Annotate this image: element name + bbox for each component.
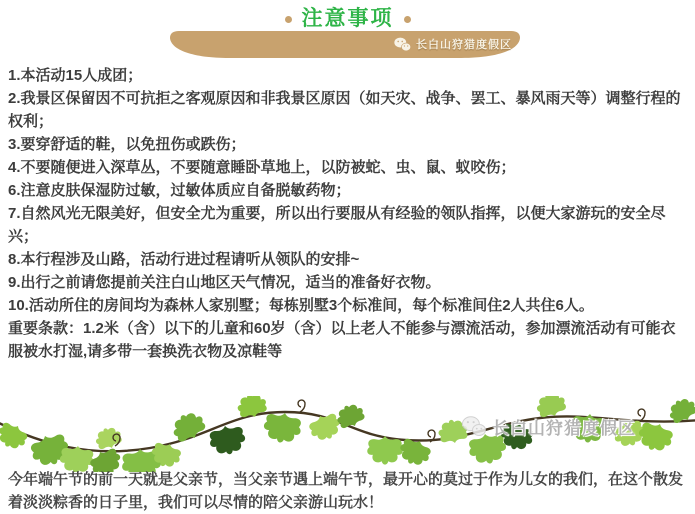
notice-item: 10.活动所住的房间均为森林人家别墅；每栋别墅3个标准间，每个标准间住2人共住6人。	[8, 297, 594, 314]
section-header	[0, 6, 695, 32]
footer-paragraph: 今年端午节的前一天就是父亲节，当父亲节遇上端午节，最开心的莫过于作为儿女的我们，在这个散发着淡淡粽香的日子里，我们可以尽情的陪父亲游山玩水！	[8, 471, 684, 511]
vine-watermark	[462, 414, 636, 439]
notice-item: 9.出行之前请您提前关注白山地区天气情况，适当的准备好衣物。	[8, 274, 441, 291]
notice-item: 4.不要随便进入深草丛，不要随意睡卧草地上，以防被蛇、虫、鼠、蚁咬伤；	[8, 159, 516, 176]
title-dot-right	[404, 16, 411, 23]
wechat-icon	[394, 37, 411, 52]
banner-watermark-text: 长白山狩猎度假区	[416, 39, 512, 51]
title-dot-left	[285, 16, 292, 23]
notice-item: 2.我景区保留因不可抗拒之客观原因和非我景区原因（如天灾、战争、罢工、暴风雨天等）调整行程的权利；	[8, 90, 681, 130]
page-title: 注意事项	[301, 7, 394, 30]
important-clause: 重要条款：1.2米（含）以下的儿童和60岁（含）以上老人不能参与漂流活动，参加漂流活动有可能衣服被水打湿,请多带一套换洗衣物及凉鞋等	[8, 320, 676, 360]
notice-item: 1.本活动15人成团；	[8, 67, 143, 84]
vine-watermark-text: 长白山狩猎度假区	[492, 419, 636, 438]
notice-item: 3.要穿舒适的鞋，以免扭伤或跌伤；	[8, 136, 246, 153]
notice-item: 7.自然风光无限美好，但安全尤为重要，所以出行要服从有经验的领队指挥，以便大家游玩的安全尽兴；	[8, 205, 666, 245]
notice-item: 8.本行程涉及山路，活动行进过程请听从领队的安排~	[8, 251, 360, 268]
wechat-icon	[462, 416, 486, 437]
notice-item: 6.注意皮肤保湿防过敏，过敏体质应自备脱敏药物；	[8, 182, 351, 199]
banner-watermark	[394, 36, 512, 52]
header-banner	[170, 31, 520, 58]
notice-list	[8, 64, 689, 363]
vine-divider	[0, 396, 695, 472]
